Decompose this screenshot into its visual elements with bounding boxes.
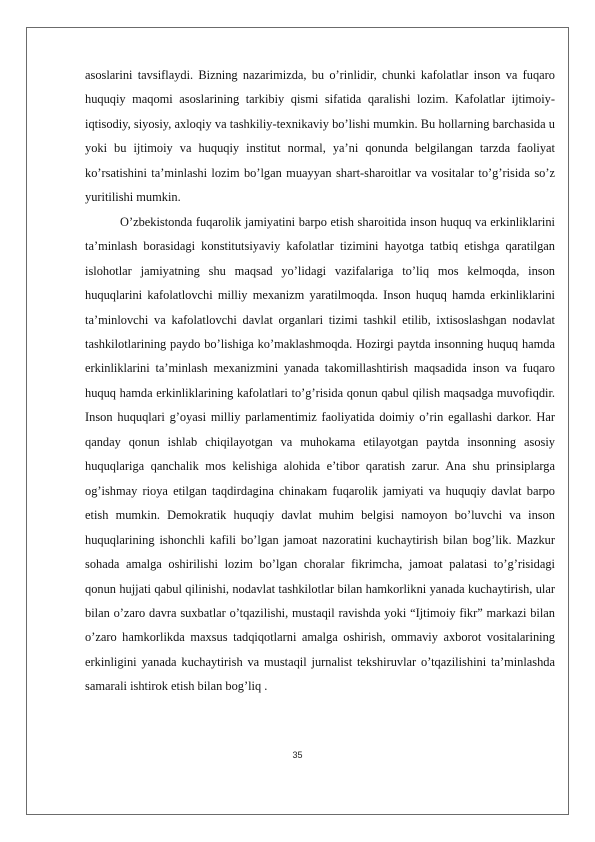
paragraph-continuation: asoslarini tavsiflaydi. Bizning nazarimizda, bu o’rinlidir, chunki kafolatlar inson va fuqaro huquqiy maqomi asoslarining tarkibiy qismi sifatida qaralishi lozim. Kafolatlar ijtimoiy-iqtisodiy, siyosiy, axloqiy va tashkiliy-texnikaviy bo’lishi mumkin. Bu hollarning barchasida u yoki bu ijtimoiy va huquqiy institut normal, ya’ni qonunda belgilangan tarzda faoliyat ko’rsatishini ta’minlashi lozim bo’lgan muayyan shart-sharoitlar va vositalar to’g’risida so’z yuritilishi mumkin. <box>85 68 555 205</box>
page-number: 35 <box>292 750 303 760</box>
document-body <box>85 63 555 699</box>
paragraph-main: O’zbekistonda fuqarolik jamiyatini barpo etish sharoitida inson huquq va erkinliklarini ta’minlash borasidagi konstitutsiyaviy kafolatlar tizimini hayotga tatbiq etishga qaratilgan islohotlar jamiyatning shu maqsad yo’lidagi vazifalariga to’liq mos kelmoqda, inson huquqlarini kafolatlovchi milliy mexanizm yaratilmoqda. Inson huquq hamda erkinliklarini ta’minlovchi va kafolatlovchi davlat organlari tizimi tashkil etilib, ixtisoslashgan nodavlat tashkilotlarining paydo bo’lishiga ko’maklashmoqda. Hozirgi paytda insonning huquq hamda erkinliklarini ta’minlash mexanizmini yanada takomillashtirish maqsadida inson va fuqaro huquq hamda erkinliklarining kafolatlari to’g’risida qonun qabul qilish maqsadga muvofiqdir. Inson huquqlari g’oyasi milliy parlamentimiz faoliyatida doimiy o’rin egallashi darkor. Har qanday qonun ishlab chiqilayotgan va muhokama etilayotgan paytda insonning asosiy huquqlariga qanchalik mos kelishiga alohida e’tibor qaratish zarur. Ana shu prinsiplarga og’ishmay rioya etilgan taqdirdagina chinakam fuqarolik jamiyati va huquqiy davlat barpo etish mumkin. Demokratik huquqiy davlat muhim belgisi namoyon bo’luvchi va inson huquqlarining ishonchli kafili bo’lgan jamoat nazoratini kuchaytirish bilan bog’lik. Mazkur sohada amalga oshirilishi lozim bo’lgan choralar fikrimcha, jamoat palatasi to’g’risidagi qonun hujjati qabul qilinishi, nodavlat tashkilotlar bilan hamkorlikni yanada kuchaytirish, ular bilan o’zaro davra suxbatlar o’tqazilishi, mustaqil ravishda yoki “Ijtimoiy fikr” markazi bilan o’zaro hamkorlikda maxsus tadqiqotlarni amalga oshirish, ommaviy axborot vositalarining erkinligini yanada kuchaytirish va mustaqil jurnalist tekshiruvlar o’tqazilishini ta’minlashda samarali ishtirok etish bilan bog’liq . <box>85 214 555 694</box>
